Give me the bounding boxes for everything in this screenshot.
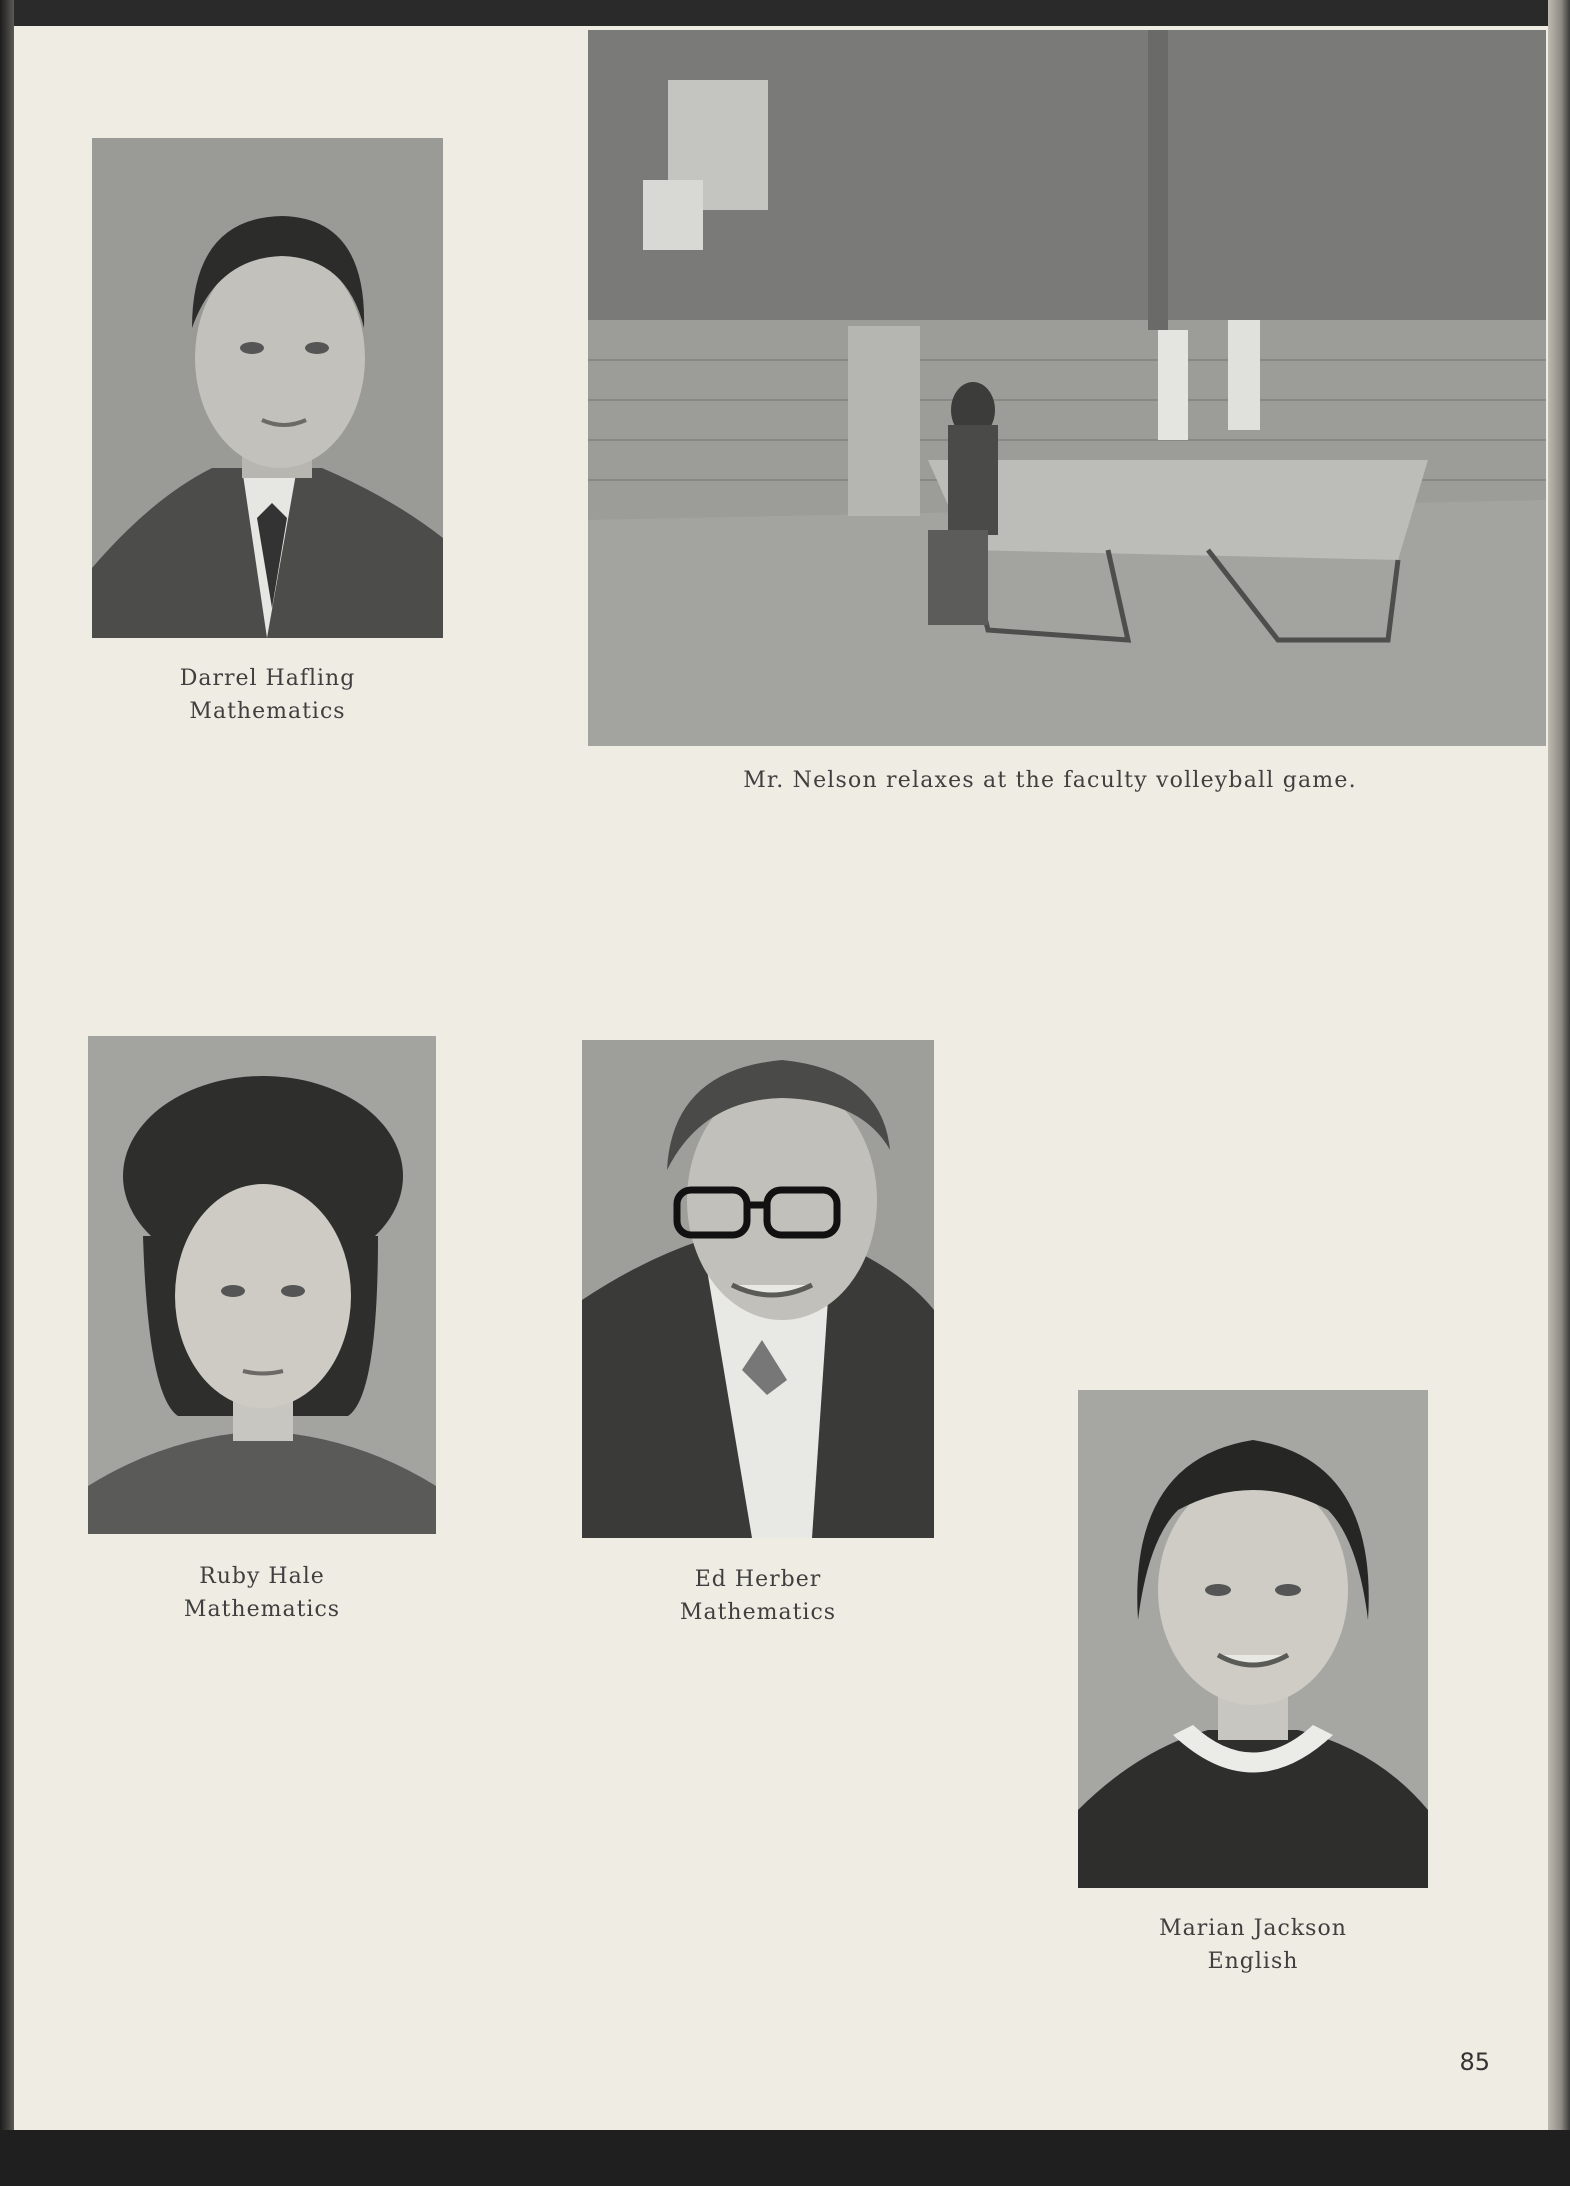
portrait-photo-darrel-hafling (92, 138, 443, 638)
portrait-photo-ruby-hale (88, 1036, 436, 1534)
teacher-name: Ed Herber (694, 1567, 822, 1592)
portrait-caption-darrel-hafling (92, 662, 443, 728)
teacher-subject: Mathematics (679, 1600, 837, 1625)
teacher-name: Marian Jackson (1159, 1916, 1347, 1941)
scan-bottom-band (0, 2130, 1570, 2186)
portrait-caption-ed-herber (582, 1563, 934, 1629)
teacher-subject: English (1207, 1949, 1299, 1974)
portrait-photo-ed-herber (582, 1040, 934, 1538)
gym-photo-caption: Mr. Nelson relaxes at the faculty volleyball game. (743, 768, 1357, 793)
teacher-subject: Mathematics (183, 1597, 341, 1622)
page-edge (1548, 0, 1570, 2186)
teacher-name: Ruby Hale (199, 1564, 325, 1589)
binding-shadow (0, 0, 14, 2186)
portrait-caption-ruby-hale (88, 1560, 436, 1626)
portrait-photo-marian-jackson (1078, 1390, 1428, 1888)
page-number: 85 (1459, 2048, 1490, 2076)
gym-trampoline-photo (588, 30, 1546, 746)
portrait-caption-marian-jackson (1078, 1912, 1428, 1978)
teacher-subject: Mathematics (189, 699, 346, 724)
teacher-name: Darrel Hafling (179, 666, 356, 691)
